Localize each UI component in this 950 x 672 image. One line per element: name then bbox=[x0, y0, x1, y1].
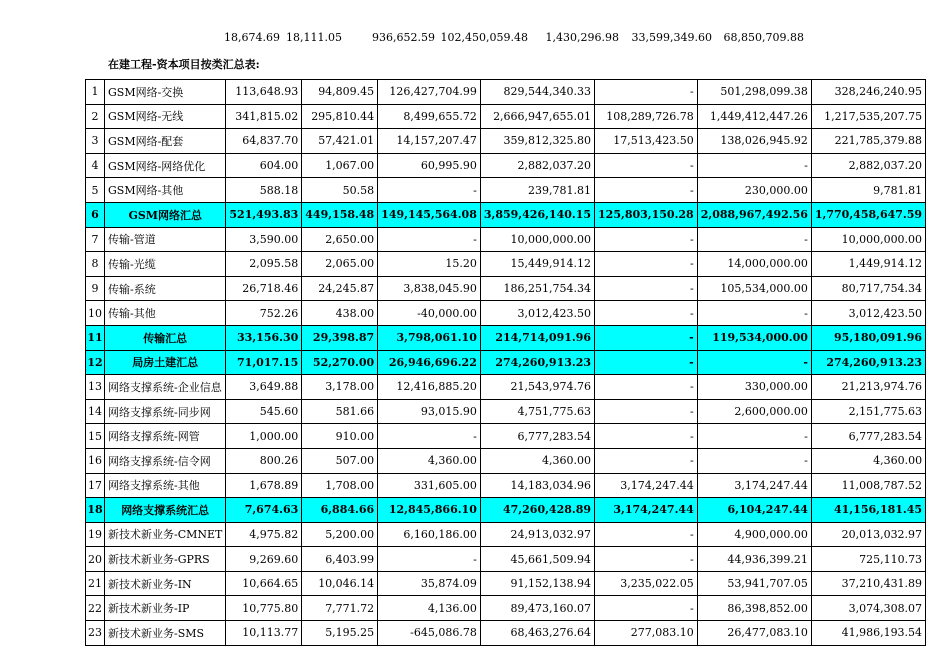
value-cell: 3,174,247.44 bbox=[595, 473, 698, 498]
value-cell: 277,083.10 bbox=[595, 621, 698, 646]
table-row bbox=[86, 153, 926, 178]
value-cell: - bbox=[595, 301, 698, 326]
value-cell: 2,088,967,492.56 bbox=[697, 202, 811, 227]
row-index: 12 bbox=[86, 350, 105, 375]
value-cell: - bbox=[697, 227, 811, 252]
value-cell: - bbox=[595, 375, 698, 400]
category-name: GSM网络-交换 bbox=[105, 80, 226, 105]
category-name: 传输-管道 bbox=[105, 227, 226, 252]
value-cell: - bbox=[595, 153, 698, 178]
category-name: 新技术新业务-IN bbox=[105, 571, 226, 596]
value-cell: 89,473,160.07 bbox=[480, 596, 594, 621]
value-cell: 10,775.80 bbox=[226, 596, 302, 621]
row-index: 16 bbox=[86, 448, 105, 473]
table-row bbox=[86, 547, 926, 572]
value-cell: 752.26 bbox=[226, 301, 302, 326]
category-name: 网络支撑系统-同步网 bbox=[105, 399, 226, 424]
value-cell: 507.00 bbox=[302, 448, 378, 473]
value-cell: - bbox=[595, 350, 698, 375]
value-cell: 2,650.00 bbox=[302, 227, 378, 252]
value-cell: 725,110.73 bbox=[811, 547, 925, 572]
value-cell: 4,360.00 bbox=[378, 448, 481, 473]
value-cell: 581.66 bbox=[302, 399, 378, 424]
value-cell: 6,160,186.00 bbox=[378, 522, 481, 547]
table-row bbox=[86, 252, 926, 277]
value-cell: - bbox=[378, 178, 481, 203]
value-cell: 4,975.82 bbox=[226, 522, 302, 547]
value-cell: 3,174,247.44 bbox=[595, 498, 698, 523]
value-cell: - bbox=[378, 227, 481, 252]
subtotal-row bbox=[86, 202, 926, 227]
value-cell: 588.18 bbox=[226, 178, 302, 203]
table-row bbox=[86, 276, 926, 301]
value-cell: 3,649.88 bbox=[226, 375, 302, 400]
value-cell: 26,477,083.10 bbox=[697, 621, 811, 646]
value-cell: 3,590.00 bbox=[226, 227, 302, 252]
table-row bbox=[86, 227, 926, 252]
value-cell: 6,884.66 bbox=[302, 498, 378, 523]
top-totals-row bbox=[0, 31, 950, 49]
row-index: 7 bbox=[86, 227, 105, 252]
value-cell: 2,065.00 bbox=[302, 252, 378, 277]
value-cell: 829,544,340.33 bbox=[480, 80, 594, 105]
row-index: 6 bbox=[86, 202, 105, 227]
value-cell: -645,086.78 bbox=[378, 621, 481, 646]
value-cell: 1,000.00 bbox=[226, 424, 302, 449]
value-cell: 47,260,428.89 bbox=[480, 498, 594, 523]
value-cell: 12,845,866.10 bbox=[378, 498, 481, 523]
value-cell: 10,000,000.00 bbox=[811, 227, 925, 252]
value-cell: 1,067.00 bbox=[302, 153, 378, 178]
value-cell: 108,289,726.78 bbox=[595, 104, 698, 129]
category-name: 传输-光缆 bbox=[105, 252, 226, 277]
value-cell: 2,882,037.20 bbox=[811, 153, 925, 178]
row-index: 9 bbox=[86, 276, 105, 301]
value-cell: 501,298,099.38 bbox=[697, 80, 811, 105]
table-row bbox=[86, 301, 926, 326]
category-name: 新技术新业务-SMS bbox=[105, 621, 226, 646]
value-cell: 14,183,034.96 bbox=[480, 473, 594, 498]
row-index: 1 bbox=[86, 80, 105, 105]
row-index: 13 bbox=[86, 375, 105, 400]
value-cell: 4,360.00 bbox=[480, 448, 594, 473]
value-cell: 21,543,974.76 bbox=[480, 375, 594, 400]
top-value: 18,674.69 bbox=[224, 31, 280, 44]
row-index: 21 bbox=[86, 571, 105, 596]
table-row bbox=[86, 424, 926, 449]
value-cell: 64,837.70 bbox=[226, 129, 302, 154]
category-name: GSM网络-配套 bbox=[105, 129, 226, 154]
value-cell: 341,815.02 bbox=[226, 104, 302, 129]
value-cell: 4,136.00 bbox=[378, 596, 481, 621]
value-cell: 113,648.93 bbox=[226, 80, 302, 105]
value-cell: -40,000.00 bbox=[378, 301, 481, 326]
category-name: 传输-系统 bbox=[105, 276, 226, 301]
value-cell: 4,360.00 bbox=[811, 448, 925, 473]
row-index: 8 bbox=[86, 252, 105, 277]
value-cell: 1,708.00 bbox=[302, 473, 378, 498]
row-index: 15 bbox=[86, 424, 105, 449]
table-row bbox=[86, 596, 926, 621]
value-cell: 12,416,885.20 bbox=[378, 375, 481, 400]
value-cell: - bbox=[697, 448, 811, 473]
value-cell: 3,174,247.44 bbox=[697, 473, 811, 498]
row-index: 5 bbox=[86, 178, 105, 203]
value-cell: - bbox=[595, 399, 698, 424]
value-cell: 521,493.83 bbox=[226, 202, 302, 227]
value-cell: 5,195.25 bbox=[302, 621, 378, 646]
value-cell: 1,449,914.12 bbox=[811, 252, 925, 277]
value-cell: 26,718.46 bbox=[226, 276, 302, 301]
value-cell: 3,798,061.10 bbox=[378, 325, 481, 350]
value-cell: 910.00 bbox=[302, 424, 378, 449]
category-name: 网络支撑系统-网管 bbox=[105, 424, 226, 449]
value-cell: 6,777,283.54 bbox=[480, 424, 594, 449]
category-name: 局房土建汇总 bbox=[105, 350, 226, 375]
value-cell: 6,403.99 bbox=[302, 547, 378, 572]
value-cell: 15,449,914.12 bbox=[480, 252, 594, 277]
value-cell: 52,270.00 bbox=[302, 350, 378, 375]
value-cell: 10,046.14 bbox=[302, 571, 378, 596]
row-index: 2 bbox=[86, 104, 105, 129]
row-index: 23 bbox=[86, 621, 105, 646]
row-index: 14 bbox=[86, 399, 105, 424]
value-cell: 44,936,399.21 bbox=[697, 547, 811, 572]
row-index: 11 bbox=[86, 325, 105, 350]
value-cell: 1,217,535,207.75 bbox=[811, 104, 925, 129]
value-cell: - bbox=[595, 178, 698, 203]
category-name: GSM网络-无线 bbox=[105, 104, 226, 129]
value-cell: 86,398,852.00 bbox=[697, 596, 811, 621]
value-cell: 9,269.60 bbox=[226, 547, 302, 572]
value-cell: 1,678.89 bbox=[226, 473, 302, 498]
table-row bbox=[86, 448, 926, 473]
value-cell: 221,785,379.88 bbox=[811, 129, 925, 154]
table-row bbox=[86, 399, 926, 424]
table-row bbox=[86, 621, 926, 646]
row-index: 22 bbox=[86, 596, 105, 621]
table-row bbox=[86, 473, 926, 498]
top-value: 1,430,296.98 bbox=[545, 31, 619, 44]
value-cell: 8,499,655.72 bbox=[378, 104, 481, 129]
category-name: GSM网络-网络优化 bbox=[105, 153, 226, 178]
value-cell: - bbox=[595, 596, 698, 621]
value-cell: 53,941,707.05 bbox=[697, 571, 811, 596]
value-cell: 2,600,000.00 bbox=[697, 399, 811, 424]
top-value: 936,652.59 bbox=[372, 31, 435, 44]
value-cell: 2,095.58 bbox=[226, 252, 302, 277]
value-cell: - bbox=[595, 522, 698, 547]
subtotal-row bbox=[86, 325, 926, 350]
value-cell: 1,449,412,447.26 bbox=[697, 104, 811, 129]
top-value: 102,450,059.48 bbox=[440, 31, 528, 44]
value-cell: - bbox=[595, 252, 698, 277]
category-name: GSM网络汇总 bbox=[105, 202, 226, 227]
value-cell: 94,809.45 bbox=[302, 80, 378, 105]
value-cell: - bbox=[697, 350, 811, 375]
value-cell: 3,178.00 bbox=[302, 375, 378, 400]
value-cell: 330,000.00 bbox=[697, 375, 811, 400]
top-value: 33,599,349.60 bbox=[631, 31, 712, 44]
value-cell: 50.58 bbox=[302, 178, 378, 203]
row-index: 4 bbox=[86, 153, 105, 178]
value-cell: - bbox=[595, 325, 698, 350]
value-cell: 4,751,775.63 bbox=[480, 399, 594, 424]
table-row bbox=[86, 104, 926, 129]
value-cell: - bbox=[378, 424, 481, 449]
value-cell: 14,000,000.00 bbox=[697, 252, 811, 277]
value-cell: 119,534,000.00 bbox=[697, 325, 811, 350]
value-cell: 11,008,787.52 bbox=[811, 473, 925, 498]
category-name: 传输汇总 bbox=[105, 325, 226, 350]
value-cell: 126,427,704.99 bbox=[378, 80, 481, 105]
value-cell: 125,803,150.28 bbox=[595, 202, 698, 227]
table-row bbox=[86, 80, 926, 105]
subtotal-row bbox=[86, 498, 926, 523]
value-cell: 80,717,754.34 bbox=[811, 276, 925, 301]
subtotal-row bbox=[86, 350, 926, 375]
value-cell: 15.20 bbox=[378, 252, 481, 277]
value-cell: 3,859,426,140.15 bbox=[480, 202, 594, 227]
value-cell: - bbox=[697, 424, 811, 449]
value-cell: 149,145,564.08 bbox=[378, 202, 481, 227]
value-cell: 93,015.90 bbox=[378, 399, 481, 424]
value-cell: 91,152,138.94 bbox=[480, 571, 594, 596]
value-cell: 6,777,283.54 bbox=[811, 424, 925, 449]
value-cell: 14,157,207.47 bbox=[378, 129, 481, 154]
table-row bbox=[86, 129, 926, 154]
value-cell: 359,812,325.80 bbox=[480, 129, 594, 154]
table-row bbox=[86, 522, 926, 547]
value-cell: 3,235,022.05 bbox=[595, 571, 698, 596]
value-cell: 20,013,032.97 bbox=[811, 522, 925, 547]
value-cell: 26,946,696.22 bbox=[378, 350, 481, 375]
value-cell: 24,245.87 bbox=[302, 276, 378, 301]
value-cell: 3,838,045.90 bbox=[378, 276, 481, 301]
value-cell: 21,213,974.76 bbox=[811, 375, 925, 400]
value-cell: 33,156.30 bbox=[226, 325, 302, 350]
top-value: 18,111.05 bbox=[286, 31, 342, 44]
value-cell: - bbox=[697, 301, 811, 326]
value-cell: 37,210,431.89 bbox=[811, 571, 925, 596]
value-cell: 60,995.90 bbox=[378, 153, 481, 178]
value-cell: 3,012,423.50 bbox=[480, 301, 594, 326]
value-cell: - bbox=[697, 153, 811, 178]
value-cell: 29,398.87 bbox=[302, 325, 378, 350]
value-cell: - bbox=[595, 227, 698, 252]
value-cell: 3,012,423.50 bbox=[811, 301, 925, 326]
value-cell: 274,260,913.23 bbox=[811, 350, 925, 375]
value-cell: 10,000,000.00 bbox=[480, 227, 594, 252]
value-cell: 186,251,754.34 bbox=[480, 276, 594, 301]
row-index: 20 bbox=[86, 547, 105, 572]
value-cell: 800.26 bbox=[226, 448, 302, 473]
value-cell: - bbox=[595, 424, 698, 449]
value-cell: 41,986,193.54 bbox=[811, 621, 925, 646]
top-value: 68,850,709.88 bbox=[723, 31, 804, 44]
value-cell: 5,200.00 bbox=[302, 522, 378, 547]
value-cell: 274,260,913.23 bbox=[480, 350, 594, 375]
row-index: 17 bbox=[86, 473, 105, 498]
value-cell: 328,246,240.95 bbox=[811, 80, 925, 105]
value-cell: 2,151,775.63 bbox=[811, 399, 925, 424]
value-cell: 331,605.00 bbox=[378, 473, 481, 498]
category-name: 新技术新业务-IP bbox=[105, 596, 226, 621]
value-cell: 24,913,032.97 bbox=[480, 522, 594, 547]
row-index: 19 bbox=[86, 522, 105, 547]
category-name: 网络支撑系统-企业信息 bbox=[105, 375, 226, 400]
value-cell: 68,463,276.64 bbox=[480, 621, 594, 646]
row-index: 10 bbox=[86, 301, 105, 326]
value-cell: 41,156,181.45 bbox=[811, 498, 925, 523]
value-cell: 138,026,945.92 bbox=[697, 129, 811, 154]
value-cell: 239,781.81 bbox=[480, 178, 594, 203]
value-cell: 295,810.44 bbox=[302, 104, 378, 129]
value-cell: 604.00 bbox=[226, 153, 302, 178]
value-cell: 6,104,247.44 bbox=[697, 498, 811, 523]
table-row bbox=[86, 571, 926, 596]
value-cell: 7,674.63 bbox=[226, 498, 302, 523]
category-name: 新技术新业务-CMNET bbox=[105, 522, 226, 547]
value-cell: 57,421.01 bbox=[302, 129, 378, 154]
value-cell: 230,000.00 bbox=[697, 178, 811, 203]
category-name: GSM网络-其他 bbox=[105, 178, 226, 203]
category-name: 传输-其他 bbox=[105, 301, 226, 326]
value-cell: 438.00 bbox=[302, 301, 378, 326]
row-index: 18 bbox=[86, 498, 105, 523]
value-cell: 214,714,091.96 bbox=[480, 325, 594, 350]
capital-project-summary-table bbox=[85, 79, 926, 646]
value-cell: 10,664.65 bbox=[226, 571, 302, 596]
value-cell: - bbox=[595, 547, 698, 572]
value-cell: - bbox=[595, 448, 698, 473]
value-cell: 10,113.77 bbox=[226, 621, 302, 646]
value-cell: 35,874.09 bbox=[378, 571, 481, 596]
category-name: 网络支撑系统-其他 bbox=[105, 473, 226, 498]
value-cell: 45,661,509.94 bbox=[480, 547, 594, 572]
table-row bbox=[86, 375, 926, 400]
table-title: 在建工程-资本项目按类汇总表: bbox=[108, 58, 260, 71]
value-cell: - bbox=[595, 276, 698, 301]
table-row bbox=[86, 178, 926, 203]
value-cell: 9,781.81 bbox=[811, 178, 925, 203]
value-cell: 4,900,000.00 bbox=[697, 522, 811, 547]
value-cell: - bbox=[595, 80, 698, 105]
value-cell: 2,666,947,655.01 bbox=[480, 104, 594, 129]
value-cell: 95,180,091.96 bbox=[811, 325, 925, 350]
category-name: 网络支撑系统汇总 bbox=[105, 498, 226, 523]
value-cell: 17,513,423.50 bbox=[595, 129, 698, 154]
row-index: 3 bbox=[86, 129, 105, 154]
value-cell: 7,771.72 bbox=[302, 596, 378, 621]
value-cell: - bbox=[378, 547, 481, 572]
value-cell: 71,017.15 bbox=[226, 350, 302, 375]
value-cell: 449,158.48 bbox=[302, 202, 378, 227]
value-cell: 2,882,037.20 bbox=[480, 153, 594, 178]
value-cell: 545.60 bbox=[226, 399, 302, 424]
value-cell: 1,770,458,647.59 bbox=[811, 202, 925, 227]
value-cell: 105,534,000.00 bbox=[697, 276, 811, 301]
value-cell: 3,074,308.07 bbox=[811, 596, 925, 621]
category-name: 网络支撑系统-信令网 bbox=[105, 448, 226, 473]
category-name: 新技术新业务-GPRS bbox=[105, 547, 226, 572]
